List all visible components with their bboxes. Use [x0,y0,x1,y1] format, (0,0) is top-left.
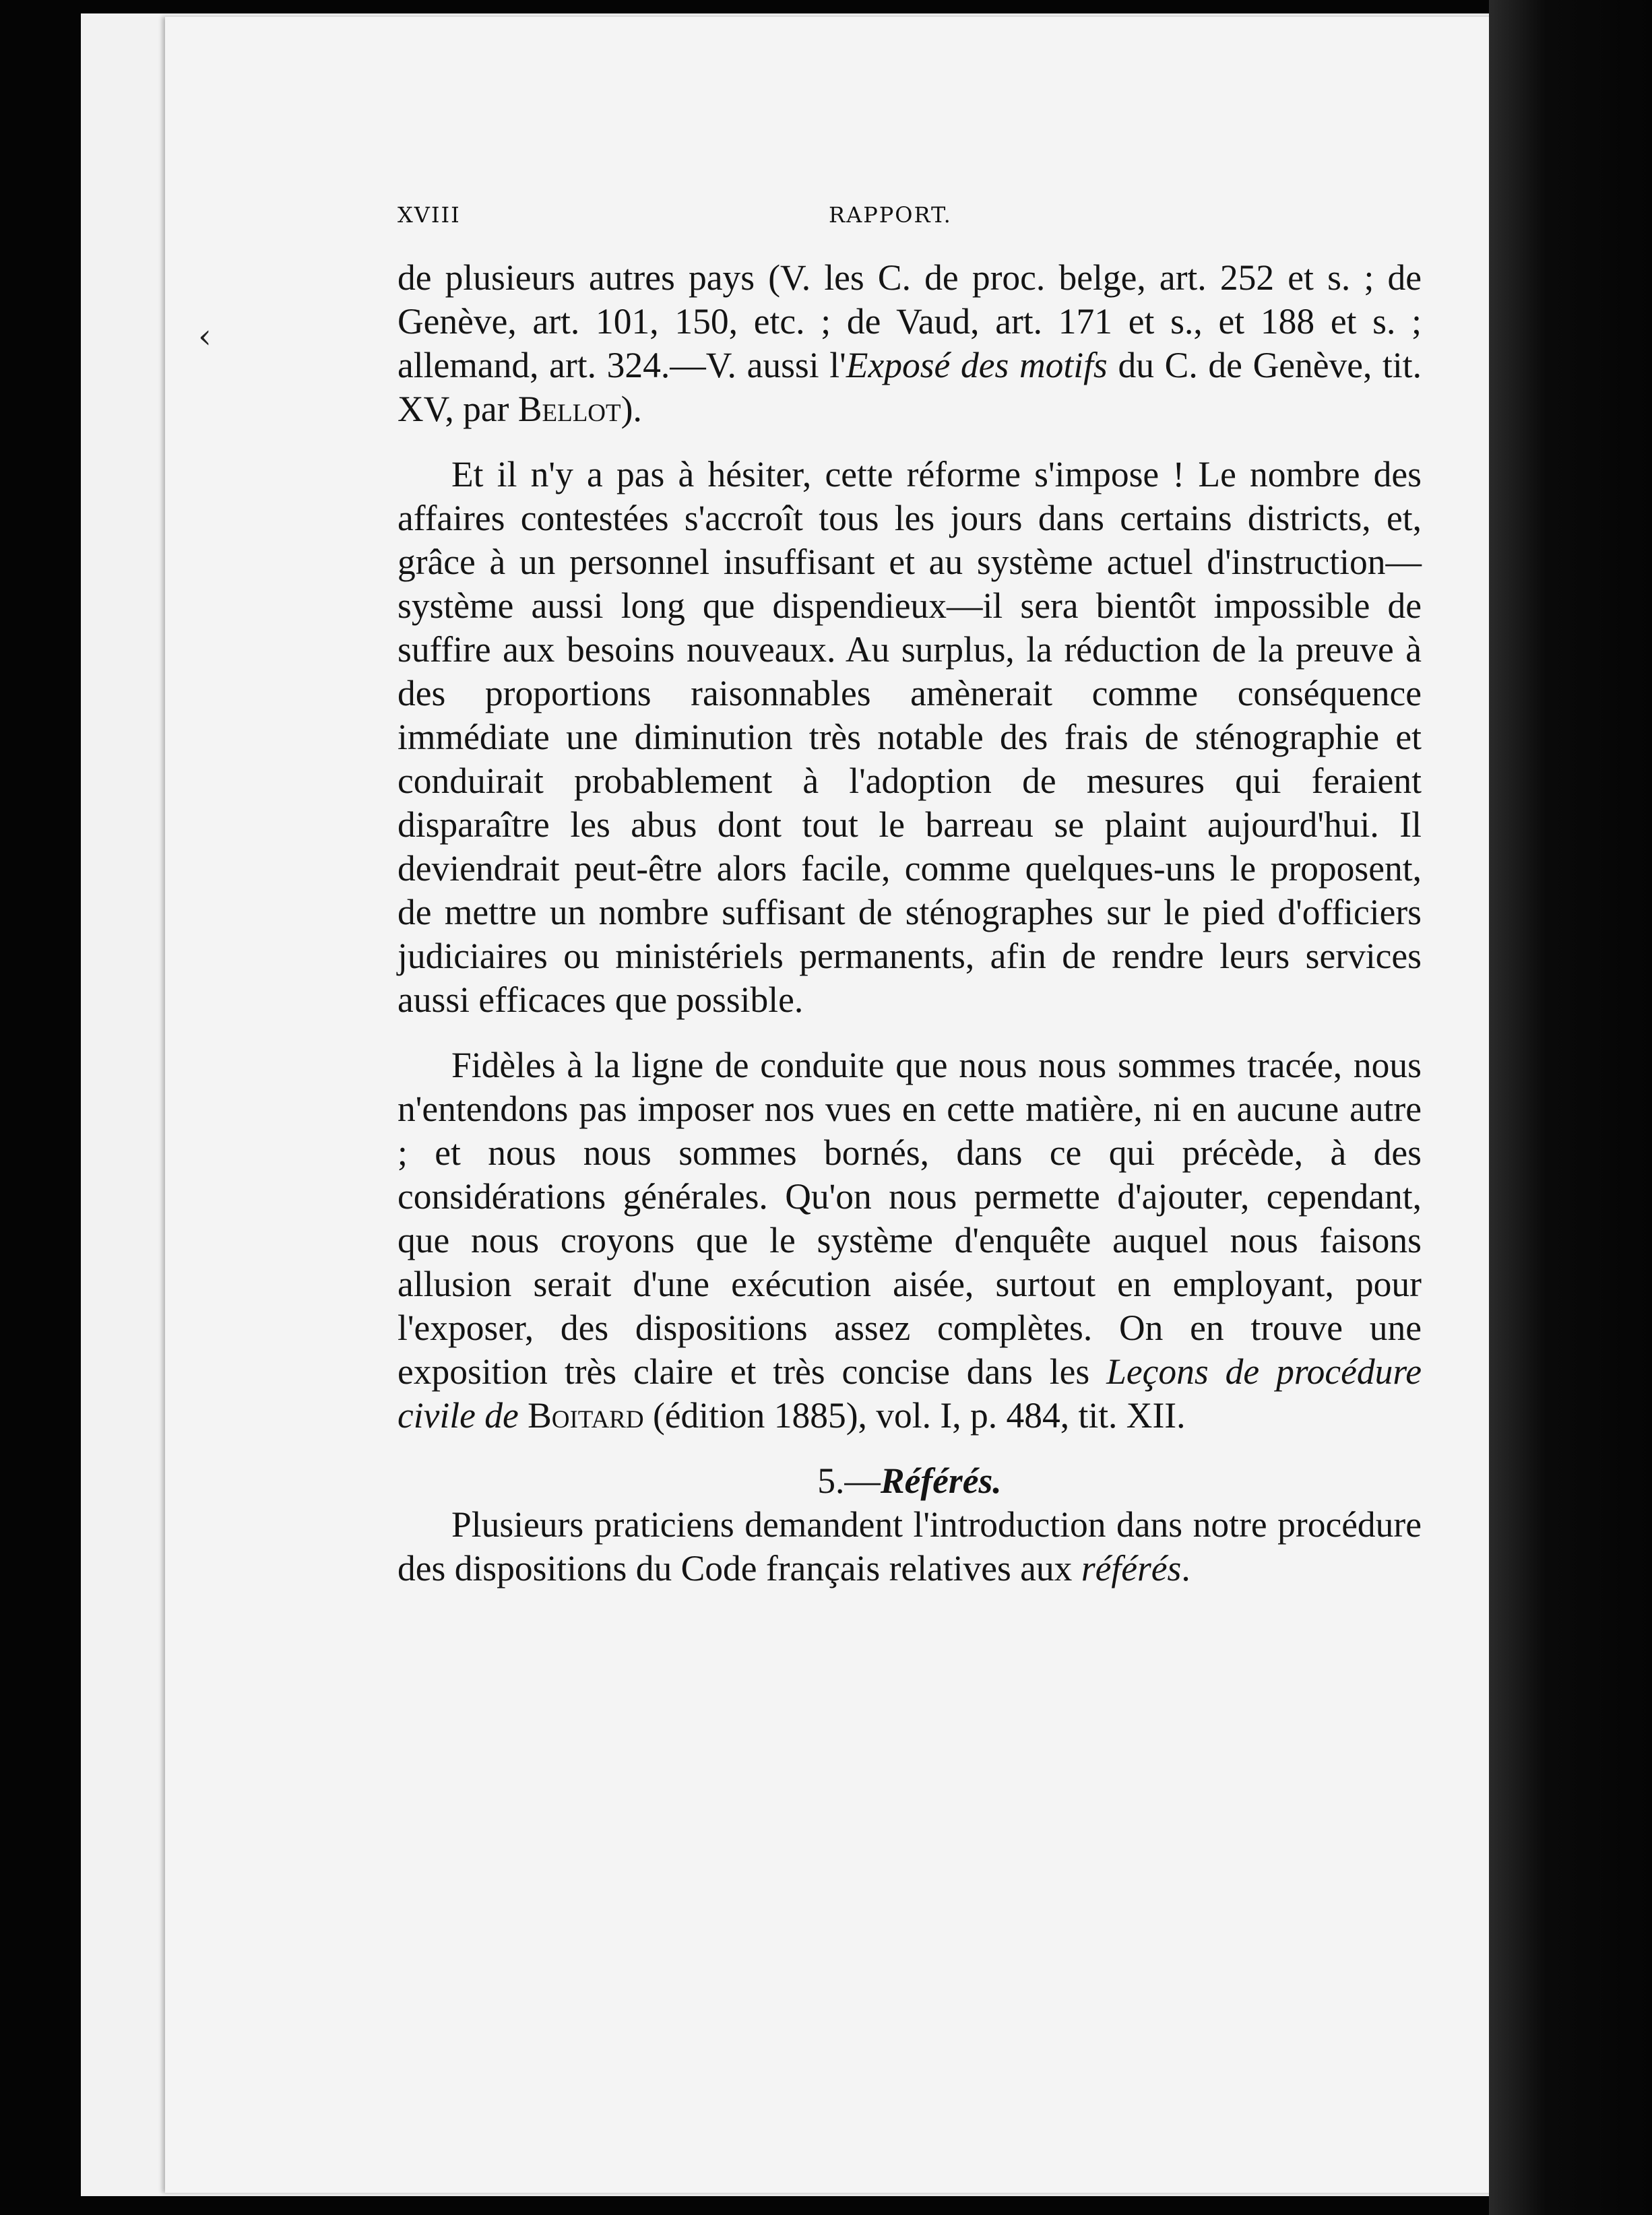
text-run: du C. de Genève, tit. XV, par [398,345,1422,429]
paragraph [398,1044,1422,1438]
section-number: 5.— [817,1460,881,1501]
section-heading [398,1459,1422,1503]
italic-title: Exposé des motifs [846,345,1108,385]
paragraph [398,1503,1422,1591]
paragraph-continued [398,256,1422,431]
italic-title: Leçons de procédure civile de [398,1351,1422,1436]
italic-term: référés [1081,1548,1182,1588]
text-run: Plusieurs praticiens demandent l'introduction dans notre procédure des dispositions du Code français relatives aux [398,1504,1422,1588]
page-header [398,202,1422,243]
text-run: ). [621,389,642,429]
text-run: (édition 1885), vol. I, p. 484, tit. XII. [643,1395,1186,1436]
section-title: Référés. [880,1460,1002,1501]
scan-dark-margin [1489,0,1652,2215]
author-name: Boitard [528,1395,644,1436]
running-title: RAPPORT. [829,202,952,228]
author-name: Bellot [517,389,621,429]
paragraph: Et il n'y a pas à hésiter, cette réforme s'impose ! Le nombre des affaires contestées s'accroît tous les jours dans certains districts, et, grâce à un personnel insuffisant et au système actuel d'instruction—système aussi long que dispendieux—il sera bientôt impossible de suffire aux besoins nouveaux. Au surplus, la réduction de la preuve à des proportions raisonnables amènerait comme conséquence immédiate une diminution très notable des frais de sténographie et conduirait probablement à l'adoption de mesures qui feraient disparaître les abus dont tout le barreau se plaint aujourd'hui. Il deviendrait peut-être alors facile, comme quelques-uns le proposent, de mettre un nombre suffisant de sténographes sur le pied d'officiers judiciaires ou ministériels permanents, afin de rendre leurs services aussi efficaces que possible. [398,454,1422,1020]
text-run: . [1181,1548,1190,1588]
folio-number: XVIII [398,202,461,228]
body-text [398,256,1422,1612]
text-run: Fidèles à la ligne de conduite que nous nous sommes tracée, nous n'entendons pas imposer nos vues en cette matière, ni en aucune autre ; et nous nous sommes bornés, dans ce qui précède, à des considérations générales. Qu'on nous permette d'ajouter, cependant, que nous croyons que le système d'enquête auquel nous faisons allusion serait d'une exécution aisée, surtout en employant, pour l'exposer, des dispositions assez complètes. On en trouve une exposition très claire et très concise dans les [398,1045,1422,1392]
text-run: de plusieurs autres pays (V. les C. de proc. belge, art. 252 et s. ; de Genève, art. 101, 150, etc. ; de Vaud, art. 171 et s., et 188 et s. ; allemand, art. 324.—V. aussi l' [398,257,1422,385]
text-run [519,1395,528,1436]
margin-mark: ‹ [198,317,212,356]
